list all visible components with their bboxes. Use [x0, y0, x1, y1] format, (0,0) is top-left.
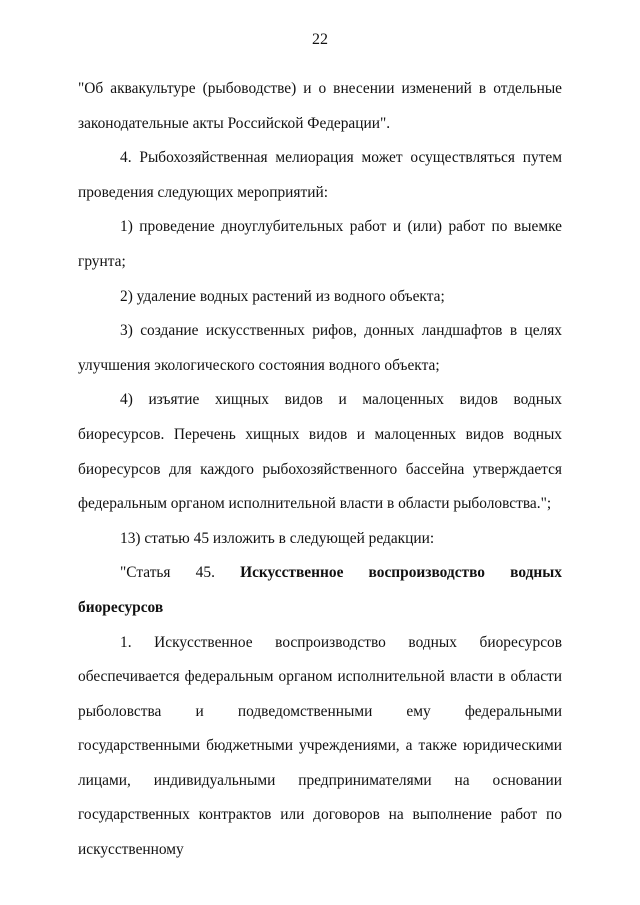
page-number: 22 [312, 31, 328, 48]
paragraph-law-title: "Об аквакультуре (рыбоводстве) и о внесении изменений в отдельные законодательные акты Российской Федерации". [78, 80, 562, 132]
article-title: Искусственное воспроизводство водных биоресурсов [78, 564, 562, 616]
paragraph-item-13: 13) статью 45 изложить в следующей редакции: [120, 529, 435, 547]
paragraph-subitem-1: 1) проведение дноуглубительных работ и (или) работ по выемке грунта; [78, 218, 562, 270]
paragraph-subitem-4: 4) изъятие хищных видов и малоценных видов водных биоресурсов. Перечень хищных видов и малоценных видов водных биоресурсов для каждого рыбохозяйственного бассейна утверждается федеральным органом исполнительной власти в области рыболовства."; [78, 391, 562, 513]
paragraph-item-4: 4. Рыбохозяйственная мелиорация может осуществляться путем проведения следующих мероприятий: [78, 149, 562, 201]
document-body [78, 72, 562, 868]
paragraph-subitem-3: 3) создание искусственных рифов, донных ландшафтов в целях улучшения экологического состояния водного объекта; [78, 322, 562, 374]
article-prefix: "Статья 45. [120, 564, 241, 582]
article-heading [78, 556, 562, 625]
paragraph-article-45-item-1: 1. Искусственное воспроизводство водных биоресурсов обеспечивается федеральным органом исполнительной власти в области рыболовства и подведомственными ему федеральными государственными бюджетными учреждениями, а также юридическими лицами, индивидуальными предпринимателями на основании государственных контрактов или договоров на выполнение работ по искусственному [78, 633, 562, 859]
paragraph-subitem-2: 2) удаление водных растений из водного объекта; [120, 287, 445, 305]
